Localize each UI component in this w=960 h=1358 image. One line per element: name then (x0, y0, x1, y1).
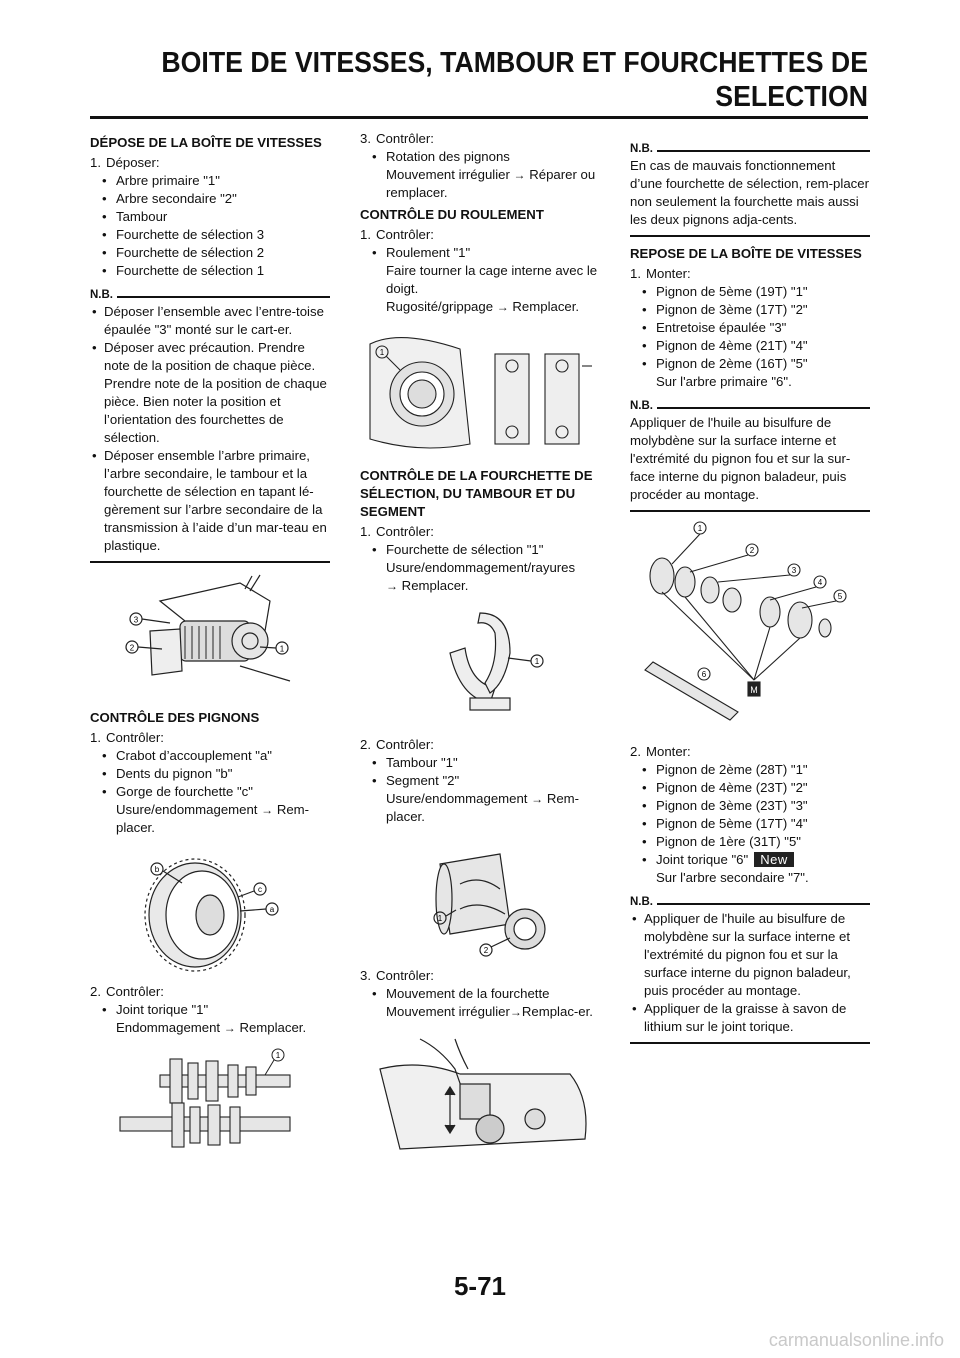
heading-roulement: CONTRÔLE DU ROULEMENT (360, 207, 544, 222)
fork-action: → Remplacer. (386, 578, 469, 593)
list-item: • Pignon de 3ème (23T) "3" (630, 797, 870, 815)
gear-figure (90, 845, 330, 975)
primary-shaft-assembly-figure (630, 520, 870, 735)
callout-label: a (269, 905, 275, 914)
nb-item: • Appliquer de l'huile au bisulfure de molybdène sur la surface interne et l'extrémité du pignon fou et sur la surface interne du pignon baladeur, puis procéder au montage. (630, 910, 870, 1000)
nb-note-fork (630, 142, 870, 237)
callout-label: c (258, 885, 262, 894)
nb-note-depose (90, 288, 330, 563)
callout-label: 3 (133, 615, 139, 625)
callout-label: 1 (379, 348, 385, 357)
arrow-icon: → (509, 1005, 522, 1019)
rotation-action: Mouvement irrégulier → Réparer ou remplacer. (386, 167, 596, 200)
step-bearing: 1. Contrôler: (360, 227, 434, 242)
fork-wear: Usure/endommagement/rayures (386, 560, 576, 575)
step-install-2: 2. Monter: (630, 744, 691, 759)
list-item: • Arbre secondaire "2" (90, 190, 330, 208)
nb-note-oil (630, 399, 870, 512)
title-rule (90, 116, 868, 119)
list-item: • Rotation des pignons (360, 148, 600, 166)
list-item: • Pignon de 1ère (31T) "5" (630, 833, 870, 851)
arrow-icon: → (513, 168, 526, 182)
heading-fourchette: CONTRÔLE DE LA FOURCHETTE DE SÉLECTION, DU TAMBOUR ET DU SEGMENT (360, 468, 593, 519)
callout-label: 2 (129, 643, 135, 653)
nb-item: • Déposer avec précaution. Prendre note de la position de chaque pièce. Prendre note de la position de chaque pièce. Bien noter la position et l’orientation des fourchettes de sélection. (90, 339, 330, 447)
step-drum: 2. Contrôler: (360, 737, 434, 752)
callout-label: 2 (483, 946, 489, 955)
list-item: • Fourchette de sélection 3 (90, 226, 330, 244)
step-install: 1. Monter: (630, 266, 691, 281)
watermark: carmanualsonline.info (768, 1330, 944, 1350)
step-depose: 1. Déposer: (90, 155, 160, 170)
callout-label: 3 (791, 566, 797, 575)
list-item: • Crabot d’accouplement "a" (90, 747, 330, 765)
fork-movement-figure (360, 1029, 600, 1159)
list-item: • Joint torique "1" (90, 1001, 330, 1019)
shift-fork-figure (360, 603, 600, 728)
column-right (630, 130, 870, 1050)
gear-wear-action: Usure/endommagement → Rem-placer. (116, 802, 310, 835)
list-item: • Pignon de 4ème (21T) "4" (630, 337, 870, 355)
list-item: • Pignon de 2ème (16T) "5" (630, 355, 870, 373)
bearing-figure (360, 324, 600, 459)
callout-label: 2 (749, 546, 755, 555)
list-item: • Pignon de 4ème (23T) "2" (630, 779, 870, 797)
list-item: • Pignon de 3ème (17T) "2" (630, 301, 870, 319)
list-item: • Pignon de 5ème (17T) "4" (630, 815, 870, 833)
nb-note-grease (630, 895, 870, 1044)
callout-label: 1 (697, 524, 703, 533)
callout-label: 1 (275, 1051, 281, 1060)
list-item: • Fourchette de sélection 1 (90, 262, 330, 280)
list-item: • Dents du pignon "b" (90, 765, 330, 783)
arrow-icon: → (531, 792, 544, 806)
heading-repose: REPOSE DE LA BOÎTE DE VITESSES (630, 246, 862, 261)
step-fork: 1. Contrôler: (360, 524, 434, 539)
list-item: • Roulement "1" (360, 244, 600, 262)
moly-oil-icon: M (750, 685, 758, 695)
nb-label: N.B. (630, 896, 653, 908)
callout-label: 6 (701, 670, 707, 679)
step-move: 3. Contrôler: (360, 968, 434, 983)
callout-label: 1 (279, 644, 285, 654)
arrow-icon: → (261, 803, 274, 817)
column-left (90, 130, 330, 1163)
nb-text: En cas de mauvais fonctionnement d’une fourchette de sélection, rem-placer non seulement la fourchette mais aussi les deux pignons adja-cents. (630, 158, 869, 227)
page-title (90, 46, 868, 114)
arrow-icon: → (496, 300, 509, 314)
bearing-text: Faire tourner la cage interne avec le doigt. (386, 263, 598, 296)
list-item: • Pignon de 5ème (19T) "1" (630, 283, 870, 301)
heading-depose: DÉPOSE DE LA BOÎTE DE VITESSES (90, 135, 322, 150)
list-item: • Arbre primaire "1" (90, 172, 330, 190)
list-item: • Entretoise épaulée "3" (630, 319, 870, 337)
title-line-2: SELECTION (715, 81, 868, 113)
list-item: • Segment "2" (360, 772, 600, 790)
transmission-removal-figure (90, 571, 330, 701)
column-middle (360, 130, 600, 1167)
install-shaft: Sur l'arbre primaire "6". (656, 374, 792, 389)
arrow-icon: → (223, 1021, 236, 1035)
list-item: • Fourchette de sélection "1" (360, 541, 600, 559)
list-item: • Pignon de 2ème (28T) "1" (630, 761, 870, 779)
callout-label: b (154, 865, 160, 874)
new-part-badge: New (754, 852, 794, 867)
nb-text: Appliquer de l'huile au bisulfure de molybdène sur la surface interne et l'extrémité du pignon fou et sur la sur-face interne du pignon baladeur, puis procéder au montage. (630, 415, 851, 502)
nb-label: N.B. (630, 400, 653, 412)
nb-label: N.B. (630, 143, 653, 155)
heading-controle-pignons: CONTRÔLE DES PIGNONS (90, 710, 260, 725)
callout-label: 1 (534, 657, 540, 666)
oring-action: Endommagement → Remplacer. (116, 1020, 307, 1035)
step-controle: 1. Contrôler: (90, 730, 164, 745)
callout-label: 1 (437, 914, 443, 923)
list-item: • Tambour (90, 208, 330, 226)
nb-label: N.B. (90, 289, 113, 301)
drum-action: Usure/endommagement → Rem-placer. (386, 791, 580, 824)
list-item: • Tambour "1" (360, 754, 600, 772)
arrow-icon: → (386, 579, 398, 593)
gearshaft-figure (90, 1045, 330, 1155)
callout-label: 4 (817, 578, 823, 587)
list-item: • Mouvement de la fourchette (360, 985, 600, 1003)
list-item: • Gorge de fourchette "c" (90, 783, 330, 801)
step-3: 3. Contrôler: (360, 131, 434, 146)
step-controle-2: 2. Contrôler: (90, 984, 164, 999)
page-number: 5-71 (453, 1271, 507, 1301)
bearing-action: Rugosité/grippage → Remplacer. (386, 299, 580, 314)
callout-label: 5 (837, 592, 843, 601)
list-item: • Fourchette de sélection 2 (90, 244, 330, 262)
nb-item: • Déposer l’ensemble avec l’entre-toise épaulée "3" monté sur le cart-er. (90, 303, 330, 339)
install2-shaft: Sur l'arbre secondaire "7". (656, 870, 809, 885)
move-action: Mouvement irrégulier→Remplac-er. (386, 1004, 593, 1019)
nb-item: • Appliquer de la graisse à savon de lithium sur le joint torique. (630, 1000, 870, 1036)
drum-figure (360, 834, 600, 959)
title-line-1: BOITE DE VITESSES, TAMBOUR ET FOURCHETTES DE (161, 47, 868, 79)
nb-item: • Déposer ensemble l’arbre primaire, l’arbre secondaire, le tambour et la fourchette de sélection en tapant lé-gèrement sur l’arbre secondaire de la transmission à l’aide d’un mar-teau en plastique. (90, 447, 330, 555)
list-item: • Joint torique "6" New (630, 851, 870, 869)
